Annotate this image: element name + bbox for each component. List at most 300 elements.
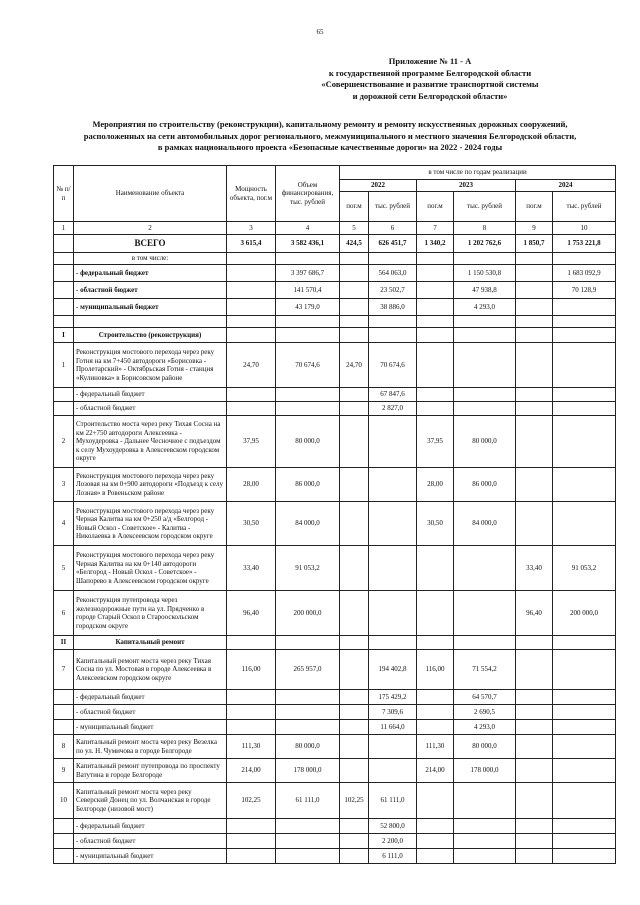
cell [417, 834, 454, 849]
row-num: 2 [54, 416, 74, 468]
header-pogm-2022: пог.м [340, 192, 369, 222]
object-name: Капитальный ремонт путепровода по проспекту Ватутина в городе Белгороде [74, 759, 227, 783]
cell [54, 388, 74, 402]
column-number: 5 [340, 222, 369, 235]
cell [227, 299, 276, 316]
cell [276, 253, 340, 265]
cell: 80 000,0 [276, 416, 340, 468]
cell [417, 328, 454, 343]
row-num: 8 [54, 735, 74, 759]
cell: 7 309,6 [369, 705, 417, 720]
column-number: 10 [553, 222, 616, 235]
cell: 28,00 [227, 468, 276, 502]
cell [553, 690, 616, 705]
budget-row [54, 282, 616, 299]
appendix-line: «Совершенствование и развитие транспортной системы [321, 79, 539, 89]
cell [276, 705, 340, 720]
budget-label: - федеральный бюджет [74, 690, 227, 705]
cell [54, 705, 74, 720]
column-number: 7 [417, 222, 454, 235]
cell: 91 053,2 [553, 546, 616, 591]
cell [417, 388, 454, 402]
cell [516, 265, 553, 282]
budget-row [54, 265, 616, 282]
header-rub-2022: тыс. рублей [369, 192, 417, 222]
cell: 102,25 [227, 783, 276, 819]
cell: 80 000,0 [454, 416, 516, 468]
cell [553, 253, 616, 265]
cell: 23 502,7 [369, 282, 417, 299]
cell [454, 849, 516, 864]
cell [454, 388, 516, 402]
cell [227, 849, 276, 864]
cell [553, 299, 616, 316]
cell [340, 819, 369, 834]
budget-label: - областной бюджет [74, 282, 227, 299]
cell: 86 000,0 [454, 468, 516, 502]
cell: 424,5 [340, 235, 369, 253]
object-name: Реконструкция мостового перехода через реку Готня на км 7+450 автодороги «Борисовка - Пролетарский» - Октябрьская Готня - станция «Кулиновка» в Борисовском районе [74, 343, 227, 388]
budget-label: - федеральный бюджет [74, 265, 227, 282]
table-row [54, 468, 616, 502]
cell [454, 546, 516, 591]
row-num: 3 [54, 468, 74, 502]
cell [516, 343, 553, 388]
cell: 111,30 [227, 735, 276, 759]
budget-label: - федеральный бюджет [74, 819, 227, 834]
cell [54, 265, 74, 282]
cell: 564 063,0 [369, 265, 417, 282]
cell [227, 819, 276, 834]
budget-label: - областной бюджет [74, 705, 227, 720]
cell: 200 000,0 [553, 591, 616, 636]
cell [454, 343, 516, 388]
table-row [54, 735, 616, 759]
header-by-year: в том числе по годам реализации [340, 166, 616, 180]
budget-row [54, 402, 616, 416]
cell [369, 591, 417, 636]
cell [454, 636, 516, 650]
cell: 61 111,0 [276, 783, 340, 819]
cell: 80 000,0 [276, 735, 340, 759]
cell: 33,40 [227, 546, 276, 591]
cell: 1 753 221,8 [553, 235, 616, 253]
cell [340, 690, 369, 705]
cell: 52 800,0 [369, 819, 417, 834]
cell: 141 570,4 [276, 282, 340, 299]
cell [516, 759, 553, 783]
cell [369, 502, 417, 546]
cell [369, 328, 417, 343]
cell [553, 849, 616, 864]
cell: 1 150 530,8 [454, 265, 516, 282]
cell [369, 735, 417, 759]
budget-row [54, 834, 616, 849]
cell [553, 328, 616, 343]
cell: 3 615,4 [227, 235, 276, 253]
heading-line: Мероприятия по строительству (реконструкции), капитальному ремонту и ремонту искусственных дорожных сооружений, [92, 119, 568, 129]
cell [369, 316, 417, 328]
cell [417, 636, 454, 650]
row-num: 4 [54, 502, 74, 546]
row-num: 9 [54, 759, 74, 783]
cell: 3 397 686,7 [276, 265, 340, 282]
cell [417, 690, 454, 705]
object-name: Строительство моста через реку Тихая Сосна на км 22+750 автодороги Алексеевка - Мухоудеровка - Дальнее Чесночное с подъездом к селу Мухоудеровка в Алексеевском городском округе [74, 416, 227, 468]
cell [54, 720, 74, 735]
cell: 116,00 [227, 650, 276, 690]
cell: 96,40 [516, 591, 553, 636]
cell [553, 759, 616, 783]
cell [276, 316, 340, 328]
cell [340, 735, 369, 759]
header-funding: Объем финансирования, тыс. рублей [276, 166, 340, 222]
cell [454, 834, 516, 849]
cell [276, 328, 340, 343]
cell [553, 502, 616, 546]
cell [417, 282, 454, 299]
cell [369, 253, 417, 265]
row-num: 5 [54, 546, 74, 591]
cell [276, 690, 340, 705]
cell [553, 388, 616, 402]
row-num: 1 [54, 343, 74, 388]
cell [276, 834, 340, 849]
cell [516, 819, 553, 834]
object-name: Реконструкция мостового перехода через реку Черная Калитва на км 0+140 автодороги «Белгород - Новый Оскол - Советское» - Шапорево в Алексеевском городском округе [74, 546, 227, 591]
cell: 47 938,8 [454, 282, 516, 299]
row-num: 10 [54, 783, 74, 819]
cell: 178 000,0 [276, 759, 340, 783]
cell: 91 053,2 [276, 546, 340, 591]
cell [553, 636, 616, 650]
cell [54, 849, 74, 864]
budget-label: - муниципальный бюджет [74, 299, 227, 316]
cell [516, 720, 553, 735]
cell [340, 402, 369, 416]
page-number: 65 [316, 28, 324, 36]
column-number: 8 [454, 222, 516, 235]
column-number-row [54, 222, 616, 235]
incl-row [54, 253, 616, 265]
table-row [54, 650, 616, 690]
cell [227, 636, 276, 650]
cell: 24,70 [227, 343, 276, 388]
cell [516, 468, 553, 502]
cell [454, 328, 516, 343]
total-row [54, 235, 616, 253]
cell [417, 591, 454, 636]
section-num: I [54, 328, 74, 343]
cell [54, 299, 74, 316]
budget-row [54, 705, 616, 720]
cell [516, 735, 553, 759]
spacer-row [54, 316, 616, 328]
cell [454, 316, 516, 328]
budget-row [54, 849, 616, 864]
table-row [54, 416, 616, 468]
cell [54, 316, 74, 328]
cell [454, 402, 516, 416]
cell [516, 834, 553, 849]
cell [340, 282, 369, 299]
column-number: 3 [227, 222, 276, 235]
cell [516, 783, 553, 819]
cell [227, 720, 276, 735]
cell [340, 502, 369, 546]
cell [417, 849, 454, 864]
cell [417, 546, 454, 591]
cell [516, 299, 553, 316]
cell [227, 282, 276, 299]
cell: 24,70 [340, 343, 369, 388]
cell [454, 253, 516, 265]
cell [516, 316, 553, 328]
budget-row [54, 720, 616, 735]
cell [417, 343, 454, 388]
cell [553, 819, 616, 834]
cell: 38 886,0 [369, 299, 417, 316]
budget-row [54, 299, 616, 316]
cell [553, 834, 616, 849]
cell: 4 293,0 [454, 299, 516, 316]
cell: 1 850,7 [516, 235, 553, 253]
cell [553, 316, 616, 328]
cell [227, 316, 276, 328]
cell [340, 834, 369, 849]
cell: 84 000,0 [276, 502, 340, 546]
cell: 116,00 [417, 650, 454, 690]
cell [454, 783, 516, 819]
cell: 80 000,0 [454, 735, 516, 759]
cell: 11 664,0 [369, 720, 417, 735]
cell: 265 957,0 [276, 650, 340, 690]
cell [516, 849, 553, 864]
cell [516, 253, 553, 265]
cell: 84 000,0 [454, 502, 516, 546]
budget-label: - областной бюджет [74, 834, 227, 849]
cell [74, 316, 227, 328]
cell [340, 388, 369, 402]
cell [227, 690, 276, 705]
cell: 111,30 [417, 735, 454, 759]
table-row [54, 343, 616, 388]
cell [417, 720, 454, 735]
document-heading [60, 119, 600, 154]
header-year-2024: 2024 [516, 180, 616, 192]
heading-line: в рамках национального проекта «Безопасные качественные дороги» на 2022 - 2024 годы [157, 142, 503, 152]
cell [340, 720, 369, 735]
cell [417, 299, 454, 316]
cell [227, 402, 276, 416]
cell [340, 546, 369, 591]
cell [276, 388, 340, 402]
cell [454, 591, 516, 636]
cell: 43 179,0 [276, 299, 340, 316]
cell: 71 554,2 [454, 650, 516, 690]
cell [553, 468, 616, 502]
cell [454, 819, 516, 834]
cell: 30,50 [417, 502, 454, 546]
cell [369, 759, 417, 783]
cell [227, 265, 276, 282]
cell [369, 546, 417, 591]
header-year-2022: 2022 [340, 180, 417, 192]
header-rub-2023: тыс. рублей [454, 192, 516, 222]
cell [276, 720, 340, 735]
cell [516, 416, 553, 468]
cell: 102,25 [340, 783, 369, 819]
cell [54, 282, 74, 299]
cell [227, 388, 276, 402]
table-row [54, 783, 616, 819]
table-row [54, 759, 616, 783]
budget-label: - муниципальный бюджет [74, 720, 227, 735]
cell: 214,00 [227, 759, 276, 783]
section-num: II [54, 636, 74, 650]
cell [54, 235, 74, 253]
cell: 33,40 [516, 546, 553, 591]
header-name: Наименование объекта [74, 166, 227, 222]
cell: 2 827,0 [369, 402, 417, 416]
cell: 96,40 [227, 591, 276, 636]
cell [417, 265, 454, 282]
appendix-line: к государственной программе Белгородской области [328, 67, 532, 78]
appendix-line: и дорожной сети Белгородской области» [352, 90, 508, 101]
header-rub-2024: тыс. рублей [553, 192, 616, 222]
header-year-2023: 2023 [417, 180, 516, 192]
cell: 67 847,6 [369, 388, 417, 402]
budget-label: - муниципальный бюджет [74, 849, 227, 864]
cell [553, 705, 616, 720]
cell [340, 591, 369, 636]
header-num: № п/п [54, 166, 74, 222]
cell: 6 111,0 [369, 849, 417, 864]
cell: 626 451,7 [369, 235, 417, 253]
cell [340, 759, 369, 783]
budget-row [54, 388, 616, 402]
cell [340, 265, 369, 282]
cell [417, 253, 454, 265]
cell: 3 582 436,1 [276, 235, 340, 253]
cell: 214,00 [417, 759, 454, 783]
object-name: Реконструкция мостового перехода через реку Черная Калитва на км 0+250 а/д «Белгород - Новый Оскол - Советское» - Калитва - Николаевка в Алексеевском городском округе [74, 502, 227, 546]
cell: 28,00 [417, 468, 454, 502]
cell [516, 328, 553, 343]
cell [553, 402, 616, 416]
cell: 70 128,9 [553, 282, 616, 299]
cell: 200 000,0 [276, 591, 340, 636]
cell [340, 849, 369, 864]
cell [417, 402, 454, 416]
heading-line: расположенных на сети автомобильных дорог регионального, межмуниципального и местного значения Белгородской области, [83, 130, 577, 141]
cell [276, 819, 340, 834]
cell: 70 674,6 [276, 343, 340, 388]
cell: 61 111,0 [369, 783, 417, 819]
column-number: 4 [276, 222, 340, 235]
section-row [54, 636, 616, 650]
cell [340, 468, 369, 502]
cell [553, 735, 616, 759]
cell [553, 343, 616, 388]
object-name: Реконструкция путепровода через железнодорожные пути на ул. Прядченко в городе Старый Оскол в Старооскольском городском округе [74, 591, 227, 636]
table-row [54, 502, 616, 546]
cell: 30,50 [227, 502, 276, 546]
cell [369, 416, 417, 468]
cell: 178 000,0 [454, 759, 516, 783]
cell [227, 705, 276, 720]
cell [516, 650, 553, 690]
cell: 1 683 092,9 [553, 265, 616, 282]
cell [340, 705, 369, 720]
cell [276, 402, 340, 416]
cell [369, 636, 417, 650]
budget-label: - федеральный бюджет [74, 388, 227, 402]
cell: 2 690,5 [454, 705, 516, 720]
cell [227, 253, 276, 265]
cell [516, 402, 553, 416]
table-row [54, 546, 616, 591]
header-pogm-2024: пог.м [516, 192, 553, 222]
object-name: Капитальный ремонт моста через реку Северский Донец по ул. Волчанская в городе Белгороде (низовой мост) [74, 783, 227, 819]
table-row [54, 591, 616, 636]
cell: 4 293,0 [454, 720, 516, 735]
cell [340, 636, 369, 650]
cell: 1 340,2 [417, 235, 454, 253]
budget-label: - областной бюджет [74, 402, 227, 416]
cell: 64 570,7 [454, 690, 516, 705]
header-pogm-2023: пог.м [417, 192, 454, 222]
cell [340, 328, 369, 343]
object-name: Капитальный ремонт моста через реку Везелка по ул. Н. Чумичова в городе Белгороде [74, 735, 227, 759]
cell [340, 316, 369, 328]
cell [516, 636, 553, 650]
cell [417, 705, 454, 720]
objects-table [53, 165, 616, 864]
cell: 37,95 [417, 416, 454, 468]
appendix-title: Приложение № 11 - А [388, 56, 472, 66]
cell: 37,95 [227, 416, 276, 468]
cell [340, 299, 369, 316]
cell [553, 720, 616, 735]
cell [227, 328, 276, 343]
budget-row [54, 690, 616, 705]
column-number: 2 [74, 222, 227, 235]
cell [54, 253, 74, 265]
cell [516, 502, 553, 546]
cell: 2 200,0 [369, 834, 417, 849]
object-name: Капитальный ремонт моста через реку Тихая Сосна по ул. Мостовая в городе Алексеевка в Алексеевском городском округе [74, 650, 227, 690]
cell [553, 783, 616, 819]
section-title: Строительство (реконструкция) [74, 328, 227, 343]
cell [340, 416, 369, 468]
appendix-header [270, 56, 590, 102]
cell: 86 000,0 [276, 468, 340, 502]
cell: 1 202 762,6 [454, 235, 516, 253]
cell [516, 282, 553, 299]
cell [276, 636, 340, 650]
total-label: ВСЕГО [74, 235, 227, 253]
cell [417, 819, 454, 834]
section-row [54, 328, 616, 343]
column-number: 6 [369, 222, 417, 235]
budget-row [54, 819, 616, 834]
cell: 175 429,2 [369, 690, 417, 705]
cell [553, 650, 616, 690]
cell [54, 402, 74, 416]
column-number: 9 [516, 222, 553, 235]
row-num: 7 [54, 650, 74, 690]
